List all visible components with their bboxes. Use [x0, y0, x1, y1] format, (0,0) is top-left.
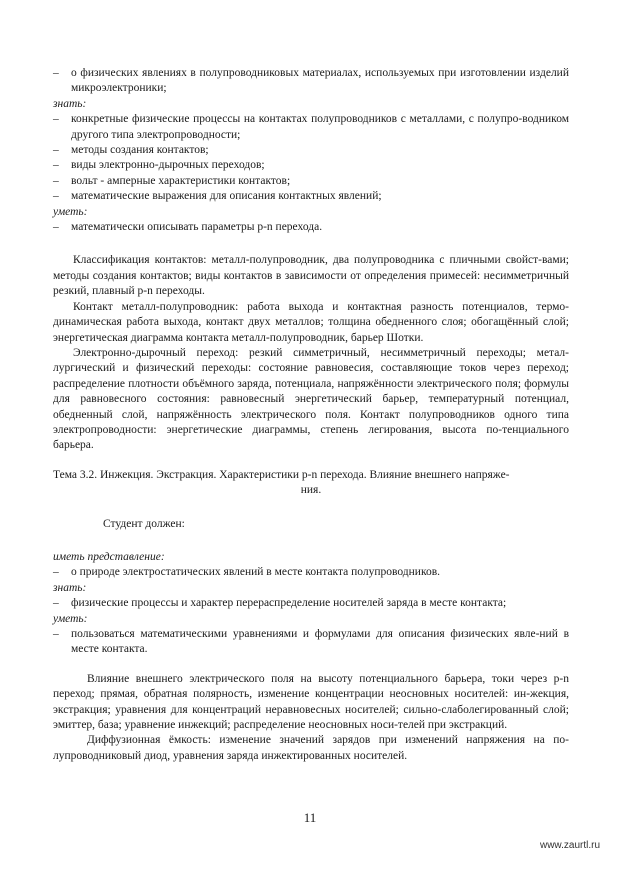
list-item: [53, 220, 569, 235]
list-item: [53, 112, 569, 143]
bullet-dash: –: [53, 628, 59, 640]
bullet-dash: –: [53, 174, 59, 187]
list-item-text: пользоваться математическими уравнениями и формулами для описания физических явле-ний в месте контакта.: [71, 628, 569, 656]
document-body: [53, 66, 569, 764]
bullet-dash: –: [53, 113, 59, 126]
bullet-dash: –: [53, 190, 59, 203]
list-item: [53, 627, 569, 658]
list-item-text: о природе электростатических явлений в месте контакта полупроводников.: [71, 566, 441, 579]
section-label-know: знать:: [53, 97, 87, 110]
list-item: [53, 174, 569, 189]
bullet-dash: –: [53, 566, 59, 579]
paragraph: Электронно-дырочный переход: резкий симметричный, несимметричный переходы; метал-лургический и физический переходы: состояние равновесия, составляющие токов через переход; распределение плотности объёмного заряда, потенциала, напряжённости электрического поля; формулы для равновесного состояния: равновесный энергетический барьер, температурный потенциал, обедненный слой, напряжённость электрического поля. Контакт полупроводников одного типа электропроводности: энергетические диаграммы, степень легирования, высота по-тенциального барьера.: [53, 346, 569, 452]
bullet-dash: –: [53, 144, 59, 157]
bullet-dash: –: [53, 67, 59, 79]
list-item: [53, 66, 569, 97]
list-item: [53, 596, 569, 611]
list-item-text: физические процессы и характер перераспределение носителей заряда в месте контакта;: [71, 597, 507, 610]
list-item-text: конкретные физические процессы на контактах полупроводников с металлами, с полупро-водником другого типа электропроводности;: [71, 113, 569, 141]
list-item: [53, 565, 569, 580]
paragraph: Диффузионная ёмкость: изменение значений зарядов при изменений напряжения на по-лупроводниковый диод, уравнения заряда инжектированных носителей.: [53, 734, 569, 762]
section-label-can: уметь:: [53, 205, 88, 218]
list-item-text: методы создания контактов;: [71, 144, 209, 157]
theme-heading-continuation: ния.: [300, 484, 322, 497]
bullet-dash: –: [53, 159, 59, 172]
list-item: [53, 189, 569, 204]
student-must-heading: Студент должен:: [103, 517, 185, 530]
section-label-have: иметь представление:: [53, 550, 165, 563]
section-label-can: уметь:: [53, 612, 88, 625]
page-number: 11: [303, 810, 317, 825]
bullet-dash: –: [53, 597, 59, 610]
list-item: [53, 158, 569, 173]
bullet-dash: –: [53, 221, 59, 234]
list-item-text: о физических явлениях в полупроводниковых материалах, используемых при изготовлении изделий микроэлектроники;: [71, 67, 569, 95]
list-item-text: виды электронно-дырочных переходов;: [71, 159, 265, 172]
theme-heading: Тема 3.2. Инжекция. Экстракция. Характеристики p-n перехода. Влияние внешнего напряже-: [53, 468, 510, 481]
list-item-text: математически описывать параметры p-n перехода.: [71, 221, 323, 234]
paragraph: Классификация контактов: металл-полупроводник, два полупроводника с пличными свойст-вами; методы создания контактов; виды контактов в зависимости от определения примесей: несимметричный резкий, плавный p-n переходы.: [53, 254, 569, 298]
list-item: [53, 143, 569, 158]
list-item-text: математические выражения для описания контактных явлений;: [71, 190, 382, 203]
list-item-text: вольт - амперные характеристики контактов;: [71, 174, 291, 187]
paragraph: Влияние внешнего электрического поля на высоту потенциального барьера, токи через p-n переход; прямая, обратная полярность, изменение концентрации неосновных носителей: ин-жекция, экстракция; уравнения для концентраций неравновесных носителей; сильно-слаболегированный слой; эмиттер, база; уравнение инжекций; распределение неосновных носи-телей при экстракций.: [53, 672, 569, 732]
website-watermark: www.zaurtl.ru: [539, 840, 600, 851]
paragraph: Контакт металл-полупроводник: работа выхода и контактная разность потенциалов, термо-динамическая работа выхода, контакт двух металлов; толщина обедненного слоя; обогащённый слой; энергетическая диаграмма контакта металл-полупроводник, барьер Шотки.: [53, 300, 569, 344]
section-label-know: знать:: [53, 581, 87, 594]
